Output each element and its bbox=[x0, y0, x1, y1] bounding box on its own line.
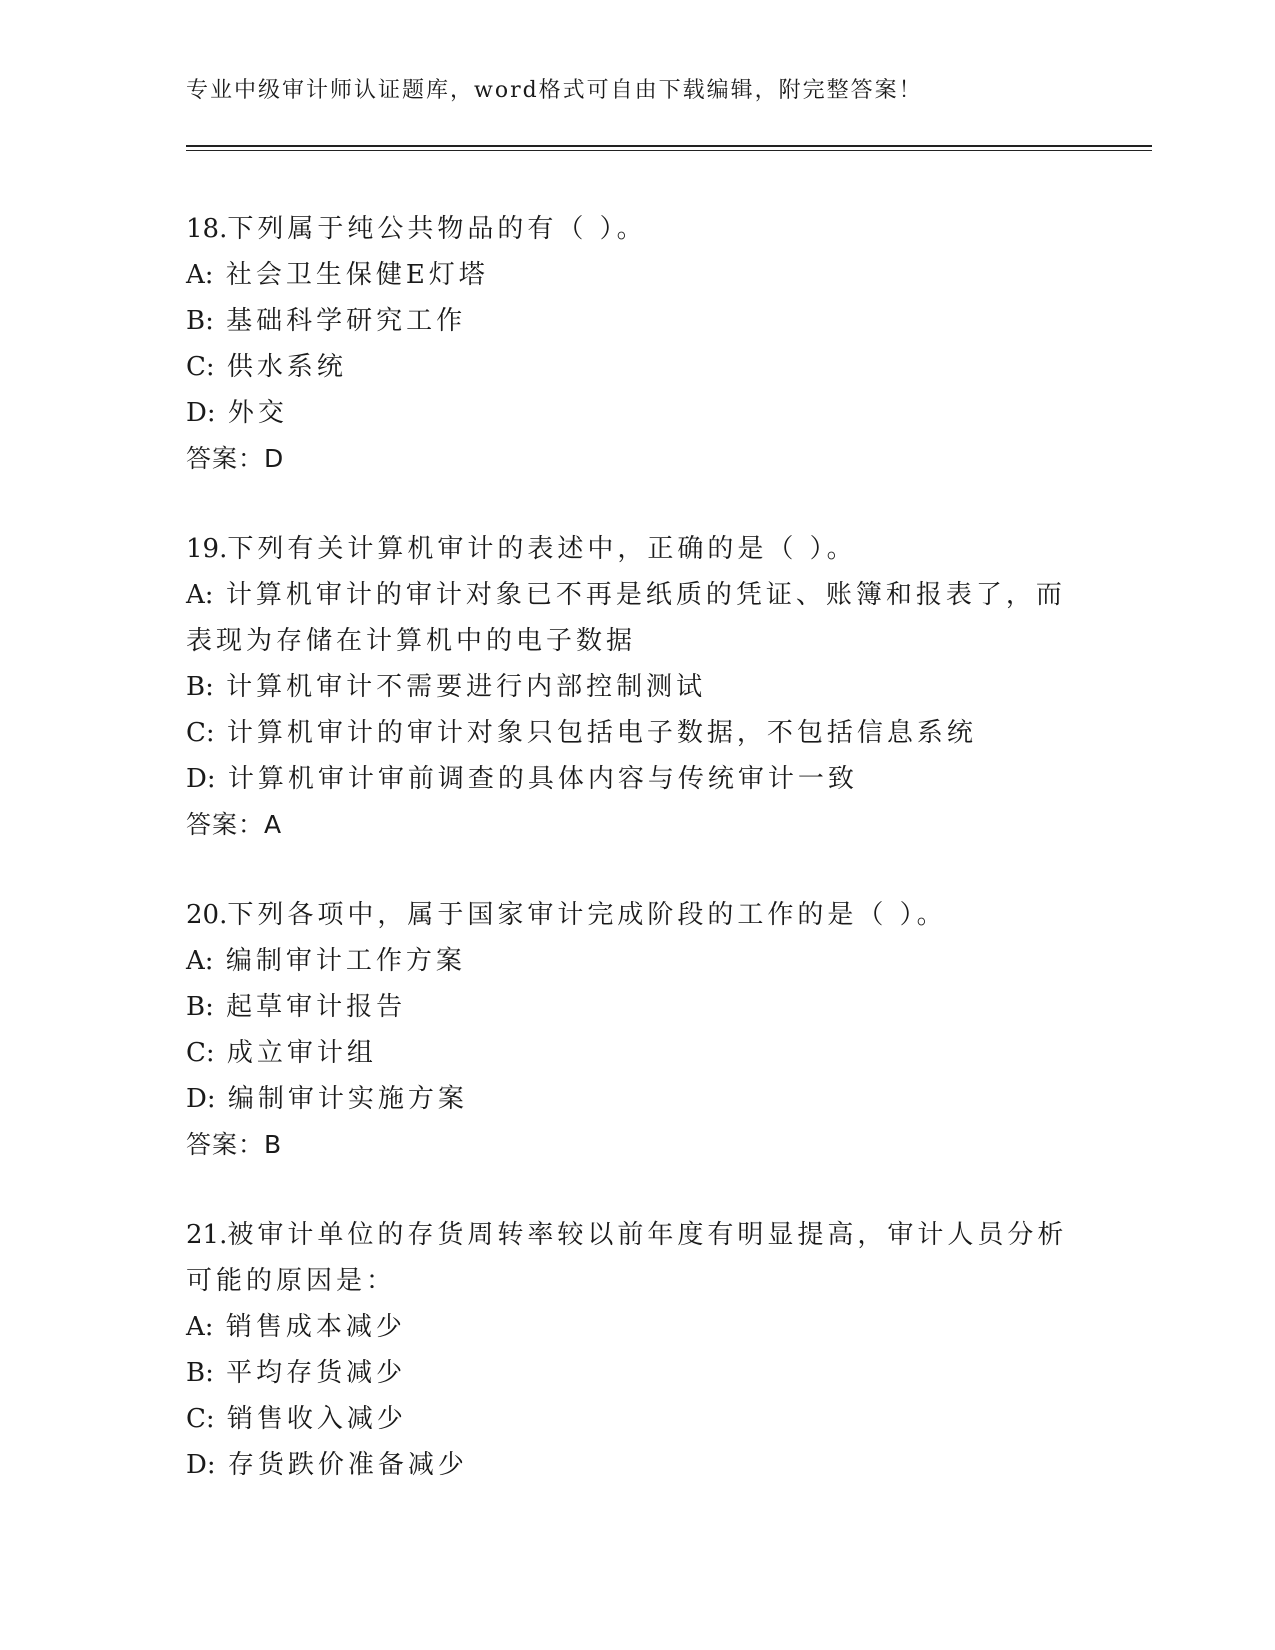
option-letter: C: bbox=[186, 718, 215, 748]
answer-line: 答案：D bbox=[186, 444, 285, 473]
question-19 bbox=[186, 526, 1086, 848]
option-letter: D: bbox=[186, 1450, 216, 1480]
page-header-text: 专业中级审计师认证题库，word格式可自由下载编辑，附完整答案！ bbox=[186, 78, 923, 103]
question-stem bbox=[186, 526, 1086, 572]
question-18 bbox=[186, 206, 1086, 482]
option-d bbox=[186, 390, 1086, 436]
question-number: 18. bbox=[186, 214, 228, 244]
option-text: 计算机审计不需要进行内部控制测试 bbox=[226, 672, 707, 702]
option-letter: D: bbox=[186, 1084, 216, 1114]
option-letter: A: bbox=[186, 260, 214, 290]
option-letter: B: bbox=[186, 992, 214, 1022]
question-21 bbox=[186, 1212, 1086, 1488]
option-a bbox=[186, 938, 1086, 984]
option-letter: B: bbox=[186, 306, 214, 336]
header-divider bbox=[186, 145, 1152, 151]
option-c bbox=[186, 344, 1086, 390]
option-text: 计算机审计审前调查的具体内容与传统审计一致 bbox=[227, 764, 858, 794]
option-b bbox=[186, 664, 1086, 710]
question-number: 19. bbox=[186, 534, 228, 564]
option-text: 起草审计报告 bbox=[226, 992, 407, 1022]
option-letter: C: bbox=[186, 352, 215, 382]
option-b bbox=[186, 1350, 1086, 1396]
option-letter: B: bbox=[186, 1358, 214, 1388]
option-letter: D: bbox=[186, 764, 216, 794]
question-list bbox=[186, 206, 1086, 1532]
option-b bbox=[186, 298, 1086, 344]
option-a bbox=[186, 1304, 1086, 1350]
question-text: 下列属于纯公共物品的有（ ）。 bbox=[227, 214, 647, 244]
question-text: 下列有关计算机审计的表述中，正确的是（ ）。 bbox=[227, 534, 857, 564]
option-c bbox=[186, 710, 1086, 756]
option-text: 销售成本减少 bbox=[225, 1312, 406, 1342]
option-c bbox=[186, 1030, 1086, 1076]
option-text: 存货跌价准备减少 bbox=[227, 1450, 468, 1480]
answer-line: 答案：A bbox=[186, 810, 283, 839]
option-d bbox=[186, 756, 1086, 802]
option-letter: A: bbox=[186, 580, 214, 610]
question-stem bbox=[186, 1212, 1086, 1304]
option-letter: D: bbox=[186, 398, 216, 428]
question-20 bbox=[186, 892, 1086, 1168]
question-number: 20. bbox=[186, 900, 228, 930]
option-letter: A: bbox=[186, 946, 214, 976]
option-text: 社会卫生保健E灯塔 bbox=[225, 260, 489, 290]
option-letter: C: bbox=[186, 1404, 215, 1434]
option-c bbox=[186, 1396, 1086, 1442]
option-b bbox=[186, 984, 1086, 1030]
option-d bbox=[186, 1442, 1086, 1488]
question-stem bbox=[186, 206, 1086, 252]
option-a bbox=[186, 252, 1086, 298]
option-d bbox=[186, 1076, 1086, 1122]
option-text: 外交 bbox=[227, 398, 288, 428]
answer-line: 答案：B bbox=[186, 1130, 283, 1159]
option-text: 销售收入减少 bbox=[226, 1404, 407, 1434]
option-letter: B: bbox=[186, 672, 214, 702]
option-letter: C: bbox=[186, 1038, 215, 1068]
question-stem bbox=[186, 892, 1086, 938]
question-text: 下列各项中，属于国家审计完成阶段的工作的是（ ）。 bbox=[227, 900, 947, 930]
option-letter: A: bbox=[186, 1312, 214, 1342]
option-a bbox=[186, 572, 1086, 664]
option-text: 计算机审计的审计对象只包括电子数据，不包括信息系统 bbox=[226, 718, 977, 748]
option-text: 基础科学研究工作 bbox=[226, 306, 467, 336]
option-text: 平均存货减少 bbox=[226, 1358, 407, 1388]
option-text: 编制审计工作方案 bbox=[225, 946, 466, 976]
option-text: 编制审计实施方案 bbox=[227, 1084, 468, 1114]
question-number: 21. bbox=[186, 1220, 228, 1250]
question-text: 被审计单位的存货周转率较以前年度有明显提高，审计人员分析可能的原因是： bbox=[186, 1220, 1068, 1296]
option-text: 成立审计组 bbox=[226, 1038, 377, 1068]
option-text: 计算机审计的审计对象已不再是纸质的凭证、账簿和报表了，而表现为存储在计算机中的电子数据 bbox=[186, 580, 1066, 656]
option-text: 供水系统 bbox=[226, 352, 347, 382]
